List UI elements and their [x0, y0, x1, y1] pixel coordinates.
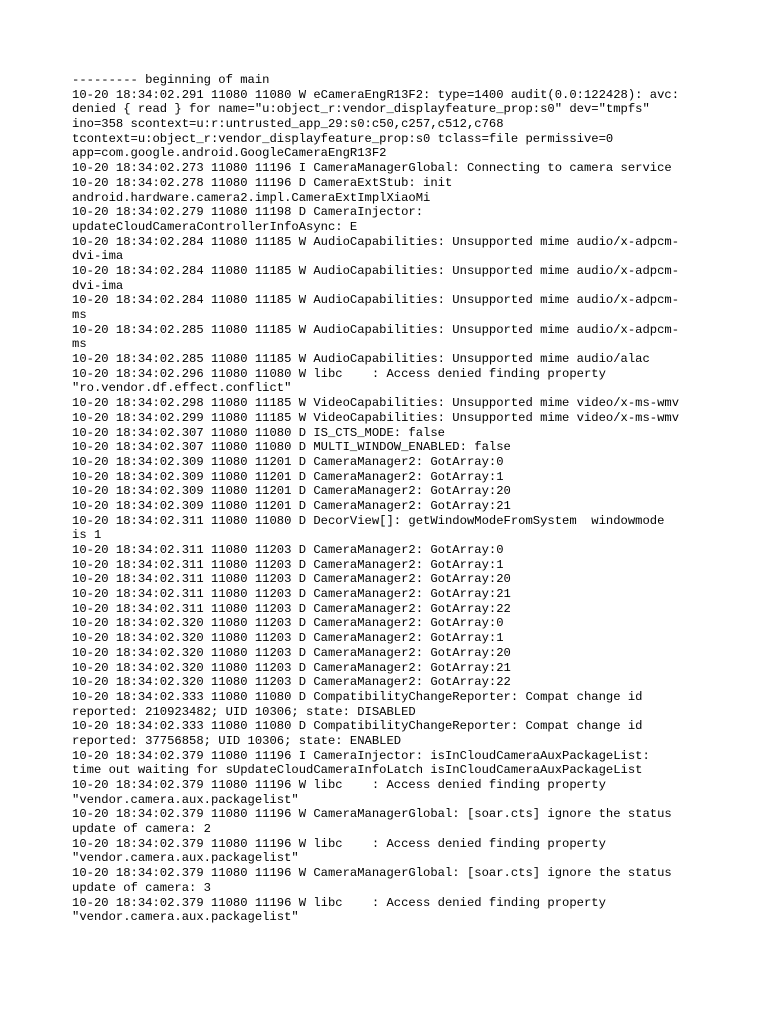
logcat-output: [72, 73, 712, 925]
log-line: denied { read } for name="u:object_r:vendor_displayfeature_prop:s0" dev="tmpfs": [72, 102, 650, 117]
log-line: 10-20 18:34:02.311 11080 11080 D DecorView[]: getWindowModeFromSystem windowmode: [72, 513, 665, 528]
log-line: is 1: [72, 528, 102, 543]
log-line: 10-20 18:34:02.379 11080 11196 I CameraInjector: isInCloudCameraAuxPackageList:: [72, 748, 650, 763]
log-line: tcontext=u:object_r:vendor_displayfeature_prop:s0 tclass=file permissive=0: [72, 131, 614, 146]
log-line: 10-20 18:34:02.285 11080 11185 W AudioCapabilities: Unsupported mime audio/alac: [72, 352, 650, 367]
log-line: 10-20 18:34:02.311 11080 11203 D CameraManager2: GotArray:1: [72, 557, 504, 572]
log-line: 10-20 18:34:02.278 11080 11196 D CameraExtStub: init: [72, 175, 453, 190]
log-line: ms: [72, 337, 87, 352]
log-line: android.hardware.camera2.impl.CameraExtImplXiaoMi: [72, 190, 431, 205]
log-line: 10-20 18:34:02.379 11080 11196 W libc : Access denied finding property: [72, 836, 606, 851]
log-line: 10-20 18:34:02.284 11080 11185 W AudioCapabilities: Unsupported mime audio/x-adpcm-: [72, 293, 680, 308]
log-line: app=com.google.android.GoogleCameraEngR13F2: [72, 146, 387, 161]
log-line: 10-20 18:34:02.298 11080 11185 W VideoCapabilities: Unsupported mime video/x-ms-wmv: [72, 396, 680, 411]
log-line: "vendor.camera.aux.packagelist": [72, 910, 299, 925]
log-line: 10-20 18:34:02.284 11080 11185 W AudioCapabilities: Unsupported mime audio/x-adpcm-: [72, 263, 680, 278]
log-line: 10-20 18:34:02.311 11080 11203 D CameraManager2: GotArray:21: [72, 587, 511, 602]
log-line: 10-20 18:34:02.333 11080 11080 D CompatibilityChangeReporter: Compat change id: [72, 719, 643, 734]
log-line: ino=358 scontext=u:r:untrusted_app_29:s0:c50,c257,c512,c768: [72, 117, 504, 132]
log-line: 10-20 18:34:02.309 11080 11201 D CameraManager2: GotArray:1: [72, 469, 504, 484]
log-line: 10-20 18:34:02.379 11080 11196 W CameraManagerGlobal: [soar.cts] ignore the status: [72, 866, 672, 881]
log-line: 10-20 18:34:02.291 11080 11080 W eCameraEngR13F2: type=1400 audit(0.0:122428): avc:: [72, 87, 680, 102]
log-line: 10-20 18:34:02.284 11080 11185 W AudioCapabilities: Unsupported mime audio/x-adpcm-: [72, 234, 680, 249]
log-line: updateCloudCameraControllerInfoAsync: E: [72, 219, 358, 234]
log-line: --------- beginning of main: [72, 73, 270, 87]
log-line: 10-20 18:34:02.296 11080 11080 W libc : Access denied finding property: [72, 366, 606, 381]
log-line: ms: [72, 308, 87, 322]
log-line: 10-20 18:34:02.379 11080 11196 W libc : Access denied finding property: [72, 895, 606, 910]
log-line: "vendor.camera.aux.packagelist": [72, 792, 299, 807]
log-line: time out waiting for sUpdateCloudCameraInfoLatch isInCloudCameraAuxPackageList: [72, 763, 643, 778]
log-line: 10-20 18:34:02.311 11080 11203 D CameraManager2: GotArray:22: [72, 601, 511, 616]
log-line: 10-20 18:34:02.320 11080 11203 D CameraManager2: GotArray:21: [72, 660, 511, 675]
log-line: 10-20 18:34:02.320 11080 11203 D CameraManager2: GotArray:20: [72, 645, 511, 660]
log-line: 10-20 18:34:02.333 11080 11080 D CompatibilityChangeReporter: Compat change id: [72, 689, 643, 704]
log-line: reported: 37756858; UID 10306; state: ENABLED: [72, 733, 402, 748]
log-line: 10-20 18:34:02.320 11080 11203 D CameraManager2: GotArray:1: [72, 631, 504, 646]
log-line: 10-20 18:34:02.379 11080 11196 W CameraManagerGlobal: [soar.cts] ignore the status: [72, 807, 672, 822]
log-line: "vendor.camera.aux.packagelist": [72, 851, 299, 866]
log-line: 10-20 18:34:02.320 11080 11203 D CameraManager2: GotArray:22: [72, 675, 511, 690]
log-line: dvi-ima: [72, 278, 124, 293]
log-line: 10-20 18:34:02.285 11080 11185 W AudioCapabilities: Unsupported mime audio/x-adpcm-: [72, 322, 680, 337]
log-line: 10-20 18:34:02.320 11080 11203 D CameraManager2: GotArray:0: [72, 616, 504, 631]
log-line: update of camera: 3: [72, 880, 211, 895]
log-line: 10-20 18:34:02.309 11080 11201 D CameraManager2: GotArray:0: [72, 454, 504, 469]
log-line: 10-20 18:34:02.299 11080 11185 W VideoCapabilities: Unsupported mime video/x-ms-wmv: [72, 410, 680, 425]
log-line: reported: 210923482; UID 10306; state: DISABLED: [72, 704, 416, 719]
log-line: update of camera: 2: [72, 822, 211, 837]
log-line: 10-20 18:34:02.273 11080 11196 I CameraManagerGlobal: Connecting to camera service: [72, 161, 672, 176]
log-line: 10-20 18:34:02.307 11080 11080 D IS_CTS_MODE: false: [72, 425, 445, 440]
log-line: "ro.vendor.df.effect.conflict": [72, 381, 292, 396]
log-line: 10-20 18:34:02.379 11080 11196 W libc : Access denied finding property: [72, 778, 606, 792]
log-line: 10-20 18:34:02.311 11080 11203 D CameraManager2: GotArray:20: [72, 572, 511, 587]
log-line: 10-20 18:34:02.309 11080 11201 D CameraManager2: GotArray:21: [72, 498, 511, 513]
log-line: 10-20 18:34:02.307 11080 11080 D MULTI_WINDOW_ENABLED: false: [72, 440, 511, 455]
log-line: 10-20 18:34:02.311 11080 11203 D CameraManager2: GotArray:0: [72, 543, 504, 557]
log-line: 10-20 18:34:02.279 11080 11198 D CameraInjector:: [72, 205, 424, 220]
log-line: 10-20 18:34:02.309 11080 11201 D CameraManager2: GotArray:20: [72, 484, 511, 499]
log-line: dvi-ima: [72, 249, 124, 264]
